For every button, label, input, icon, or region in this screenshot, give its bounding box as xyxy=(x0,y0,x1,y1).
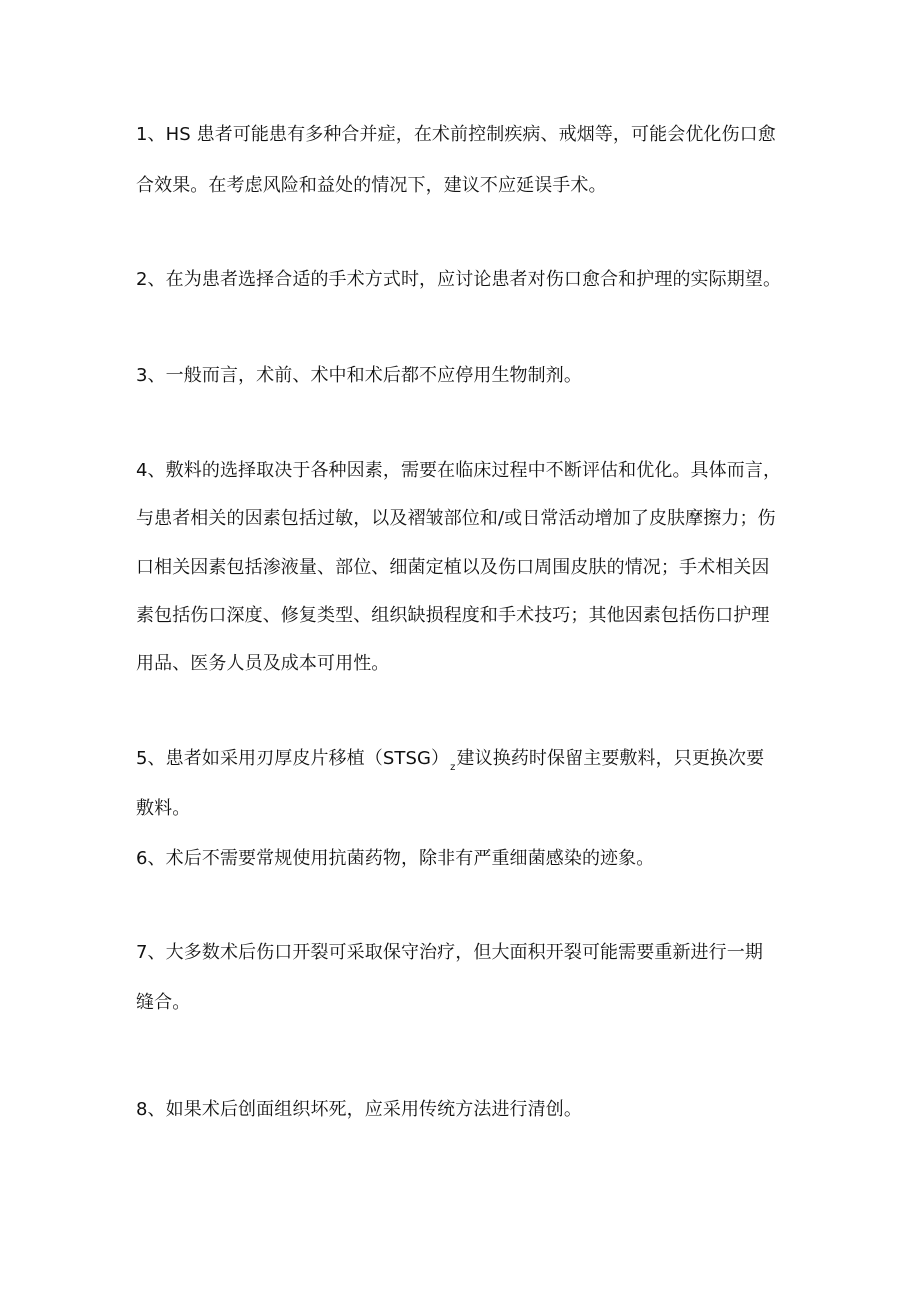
item-5-subscript: z xyxy=(450,762,456,773)
item-4-line-4: 素包括伤口深度、修复类型、组织缺损程度和手术技巧；其他因素包括伤口护理 xyxy=(136,605,770,626)
item-7-line-2: 缝合。 xyxy=(136,992,191,1013)
item-4-line-5: 用品、医务人员及成本可用性。 xyxy=(136,653,390,674)
item-8-line-1: 8、如果术后创面组织坏死，应采用传统方法进行清创。 xyxy=(136,1099,582,1120)
item-5-line-1-tail: 建议换药时保留主要敷料，只更换次要 xyxy=(456,748,765,769)
item-4-line-3: 口相关因素包括渗液量、部位、细菌定植以及伤口周围皮肤的情况；手术相关因 xyxy=(136,557,770,578)
item-6-line-1: 6、术后不需要常规使用抗菌药物，除非有严重细菌感染的迹象。 xyxy=(136,848,655,869)
item-4-line-2: 与患者相关的因素包括过敏，以及褶皱部位和/或日常活动增加了皮肤摩擦力；伤 xyxy=(136,508,776,529)
item-5-line-2: 敷料。 xyxy=(136,798,191,819)
item-5-line-1-head: 5、患者如采用刃厚皮片移植（STSG） xyxy=(136,748,450,769)
item-5-line-1 xyxy=(136,747,804,774)
item-2-line-1: 2、在为患者选择合适的手术方式时，应讨论患者对伤口愈合和护理的实际期望。 xyxy=(136,269,782,290)
item-3-line-1: 3、一般而言，术前、术中和术后都不应停用生物制剂。 xyxy=(136,365,582,386)
item-1-line-1: 1、HS 患者可能患有多种合并症，在术前控制疾病、戒烟等，可能会优化伤口愈 xyxy=(136,124,776,145)
item-1-line-2: 合效果。在考虑风险和益处的情况下，建议不应延误手术。 xyxy=(136,175,607,196)
item-4-line-1: 4、敷料的选择取决于各种因素，需要在临床过程中不断评估和优化。具体而言， xyxy=(136,460,782,481)
item-7-line-1: 7、大多数术后伤口开裂可采取保守治疗，但大面积开裂可能需要重新进行一期 xyxy=(136,942,763,963)
